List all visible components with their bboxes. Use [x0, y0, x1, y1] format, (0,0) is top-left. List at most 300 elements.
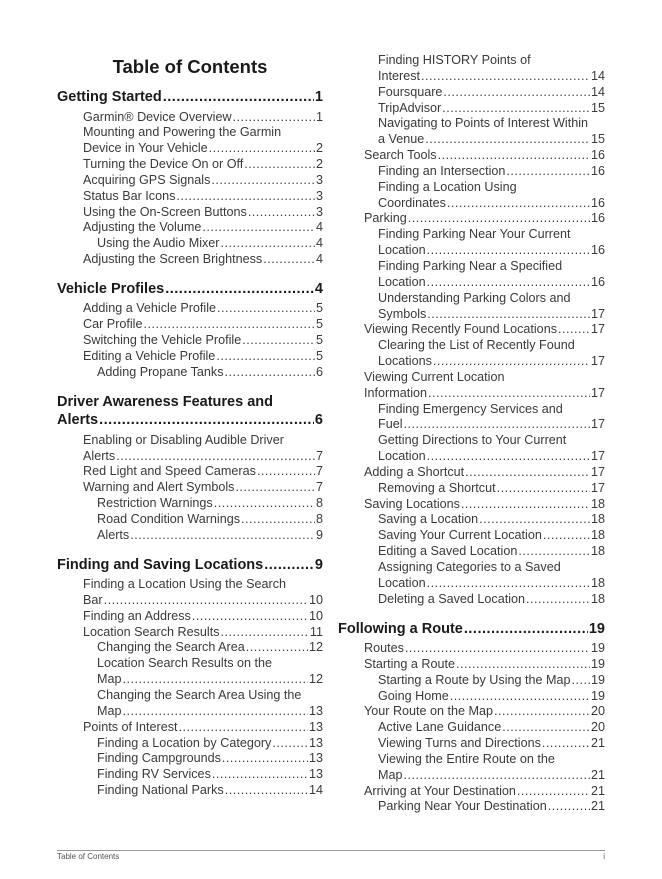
section-heading-row — [57, 88, 323, 107]
toc-entry[interactable] — [57, 252, 323, 268]
toc-entry-row — [364, 784, 605, 800]
leader-dots — [405, 641, 590, 657]
toc-entry-text: Acquiring GPS Signals — [83, 172, 211, 187]
toc-entry-row — [97, 672, 323, 688]
toc-entry[interactable] — [57, 189, 323, 205]
toc-entry[interactable] — [57, 110, 323, 126]
toc-entry-row — [83, 349, 323, 365]
leader-dots — [116, 449, 315, 465]
toc-entry-text: Parking Near Your Destination — [378, 799, 547, 814]
leader-dots — [427, 307, 590, 323]
leader-dots — [257, 464, 315, 480]
toc-entry[interactable] — [338, 481, 605, 497]
toc-entry[interactable] — [57, 464, 323, 480]
toc-entry[interactable] — [57, 317, 323, 333]
toc-page-number: 12 — [308, 672, 323, 687]
toc-entry[interactable] — [338, 291, 605, 323]
section-heading-text: Alerts — [57, 412, 99, 429]
toc-entry-text: Saving Locations — [364, 496, 460, 511]
leader-dots — [442, 101, 590, 117]
toc-page-number: 4 — [315, 236, 323, 251]
toc-entry-text: Restriction Warnings — [97, 496, 213, 511]
toc-entry[interactable] — [338, 592, 605, 608]
page-title: Table of Contents — [112, 56, 268, 77]
toc-entry[interactable] — [338, 211, 605, 227]
leader-dots — [427, 243, 590, 259]
toc-entry-row — [83, 593, 323, 609]
toc-entry[interactable] — [338, 720, 605, 736]
toc-entry[interactable] — [57, 688, 323, 720]
toc-entry-text: Fuel — [378, 417, 403, 432]
leader-dots — [264, 556, 314, 575]
toc-page-number: 19 — [590, 656, 605, 671]
toc-page-number: 8 — [315, 511, 323, 526]
toc-entry[interactable] — [57, 349, 323, 365]
toc-entry[interactable] — [338, 164, 605, 180]
toc-page-number: 17 — [590, 449, 605, 464]
toc-entry-text: Location — [378, 575, 426, 590]
toc-entry[interactable] — [338, 465, 605, 481]
toc-entry-text: Warning and Alert Symbols — [83, 480, 235, 495]
toc-entry[interactable] — [338, 736, 605, 752]
toc-entry-row — [378, 354, 605, 370]
toc-entry-row — [378, 673, 605, 689]
toc-page-number: 16 — [590, 274, 605, 289]
toc-entry[interactable] — [57, 577, 323, 609]
toc-entry-line: Enabling or Disabling Audible Driver — [83, 432, 284, 447]
leader-dots — [558, 322, 590, 338]
toc-entry[interactable] — [57, 205, 323, 221]
section-page-number: 6 — [314, 412, 323, 429]
toc-entry-text: Viewing Recently Found Locations — [364, 322, 557, 337]
leader-dots — [421, 69, 590, 85]
toc-entry-line: Assigning Categories to a Saved — [378, 560, 561, 574]
toc-entry-text: Foursquare — [378, 84, 443, 99]
toc-page-number: 10 — [308, 608, 323, 623]
toc-entry-row — [378, 799, 605, 815]
leader-dots — [438, 148, 590, 164]
toc-entry-text: Using the On-Screen Buttons — [83, 204, 247, 219]
toc-entry[interactable] — [338, 180, 605, 212]
toc-entry-text: Map — [97, 703, 122, 718]
toc-section-heading[interactable] — [57, 556, 323, 575]
toc-entry-row — [97, 767, 323, 783]
leader-dots — [214, 496, 315, 512]
toc-entry-line: Finding Emergency Services and — [378, 401, 563, 416]
leader-dots — [242, 333, 315, 349]
toc-entry[interactable] — [338, 402, 605, 434]
toc-entry-row — [364, 148, 605, 164]
toc-entry-row — [83, 110, 323, 126]
toc-entry-text: Saving a Location — [378, 512, 479, 527]
leader-dots — [179, 720, 308, 736]
toc-entry-row — [83, 333, 323, 349]
toc-section-heading[interactable] — [57, 88, 323, 107]
toc-entry-row — [97, 640, 323, 656]
toc-page-number: 16 — [590, 195, 605, 210]
toc-entry-row — [378, 449, 605, 465]
toc-page-number: 18 — [590, 575, 605, 590]
toc-entry[interactable] — [338, 689, 605, 705]
toc-entry[interactable] — [338, 53, 605, 85]
toc-entry-row — [378, 720, 605, 736]
toc-entry[interactable] — [338, 512, 605, 528]
toc-entry-text: Map — [378, 767, 403, 782]
toc-page-number: 17 — [590, 480, 605, 495]
toc-page-number: 7 — [315, 480, 323, 495]
leader-dots — [543, 528, 590, 544]
leader-dots — [192, 609, 308, 625]
toc-section-heading[interactable] — [57, 280, 323, 299]
leader-dots — [479, 512, 590, 528]
toc-entry[interactable] — [57, 736, 323, 752]
toc-entry[interactable] — [338, 116, 605, 148]
toc-entry[interactable] — [57, 433, 323, 465]
toc-entry[interactable] — [338, 322, 605, 338]
leader-dots — [123, 672, 308, 688]
toc-entry-row — [97, 736, 323, 752]
section-heading-text: Getting Started — [57, 89, 162, 105]
toc-entry-text: Finding an Address — [83, 608, 191, 623]
toc-entry[interactable] — [338, 101, 605, 117]
toc-entry-row — [83, 480, 323, 496]
toc-entry-text: Finding an Intersection — [378, 163, 506, 178]
toc-page-number: 20 — [590, 720, 605, 735]
toc-entry[interactable] — [57, 609, 323, 625]
toc-entry-row — [378, 307, 605, 323]
toc-page-number: 19 — [590, 672, 605, 687]
toc-page-number: 7 — [315, 464, 323, 479]
toc-entry-line: Viewing Current Location — [364, 369, 505, 384]
leader-dots — [144, 317, 315, 333]
leader-dots — [246, 640, 308, 656]
leader-dots — [456, 657, 590, 673]
toc-page-number: 5 — [315, 333, 323, 348]
toc-entry[interactable] — [57, 236, 323, 252]
toc-entry-text: Active Lane Guidance — [378, 720, 502, 735]
toc-section-heading[interactable] — [338, 620, 605, 639]
toc-entry-text: Turning the Device On or Off — [83, 157, 244, 172]
toc-page-number: 16 — [590, 148, 605, 163]
leader-dots — [443, 85, 590, 101]
leader-dots — [404, 768, 590, 784]
toc-entry-row — [378, 512, 605, 528]
leader-dots — [542, 736, 590, 752]
section-heading-row — [57, 556, 323, 575]
toc-entry-text: Map — [97, 672, 122, 687]
toc-page-number: 21 — [590, 736, 605, 751]
toc-page-number: 18 — [590, 544, 605, 559]
toc-page-number: 20 — [590, 704, 605, 719]
toc-entry-text: Editing a Vehicle Profile — [83, 348, 216, 363]
toc-entry[interactable] — [57, 496, 323, 512]
toc-entry[interactable] — [57, 720, 323, 736]
leader-dots — [494, 704, 590, 720]
toc-entry[interactable] — [57, 333, 323, 349]
toc-left-sections — [57, 88, 323, 799]
toc-entry[interactable] — [338, 528, 605, 544]
toc-entry-text: Editing a Saved Location — [378, 544, 518, 559]
toc-page-number: 9 — [315, 527, 323, 542]
toc-entry[interactable] — [338, 657, 605, 673]
toc-page-number: 5 — [315, 317, 323, 332]
toc-entry-row — [83, 205, 323, 221]
leader-dots — [221, 625, 309, 641]
toc-page-number: 19 — [590, 641, 605, 656]
footer-page-number: i — [603, 852, 605, 861]
section-page-number: 4 — [314, 280, 323, 297]
section-heading-line: Driver Awareness Features and — [57, 393, 273, 410]
toc-entry-line: Finding HISTORY Points of — [378, 53, 531, 67]
toc-entry-row — [83, 317, 323, 333]
leader-dots — [202, 220, 315, 236]
toc-page-number: 2 — [315, 141, 323, 156]
toc-entry-text: Adjusting the Volume — [83, 220, 202, 235]
leader-dots — [211, 173, 315, 189]
toc-entry-row — [364, 641, 605, 657]
leader-dots — [572, 673, 590, 689]
toc-entry-row — [378, 132, 605, 148]
toc-entry[interactable] — [57, 656, 323, 688]
leader-dots — [425, 132, 590, 148]
toc-entry-text: Location — [378, 274, 426, 289]
toc-entry[interactable] — [338, 673, 605, 689]
toc-entry-text: a Venue — [378, 132, 425, 147]
toc-page-number: 21 — [590, 783, 605, 798]
toc-entry[interactable] — [338, 85, 605, 101]
section-heading-text: Finding and Saving Locations — [57, 556, 264, 573]
leader-dots — [502, 720, 590, 736]
toc-entry[interactable] — [338, 370, 605, 402]
toc-entry-text: Changing the Search Area — [97, 640, 245, 655]
leader-dots — [517, 784, 590, 800]
toc-entry-text: Status Bar Icons — [83, 188, 176, 203]
toc-entry-text: Adding Propane Tanks — [97, 364, 224, 379]
section-heading-row — [57, 280, 323, 299]
toc-entry[interactable] — [338, 544, 605, 560]
toc-page-number: 16 — [590, 211, 605, 226]
toc-entry[interactable] — [338, 799, 605, 815]
section-page-number: 19 — [588, 620, 605, 637]
toc-entry-line: Clearing the List of Recently Found — [378, 338, 575, 353]
toc-page-number: 18 — [590, 512, 605, 527]
leader-dots — [176, 189, 315, 205]
toc-entry-line: Changing the Search Area Using the — [97, 687, 302, 702]
leader-dots — [427, 576, 590, 592]
toc-entry-line: Viewing the Entire Route on the — [378, 751, 555, 766]
toc-entry-row — [83, 464, 323, 480]
toc-right-sections — [338, 620, 605, 816]
toc-entry[interactable] — [57, 528, 323, 544]
toc-page-number: 19 — [590, 688, 605, 703]
toc-entry-text: Adding a Vehicle Profile — [83, 301, 217, 316]
toc-entry-row — [378, 69, 605, 85]
toc-entry-text: Points of Interest — [83, 719, 178, 734]
toc-entry-text: Using the Audio Mixer — [97, 236, 220, 251]
toc-entry-row — [97, 783, 323, 799]
toc-entry[interactable] — [338, 704, 605, 720]
toc-entry[interactable] — [57, 783, 323, 799]
toc-entry-text: Removing a Shortcut — [378, 480, 496, 495]
leader-dots — [408, 211, 590, 227]
toc-page-number: 16 — [590, 243, 605, 258]
toc-entry-text: Location — [378, 449, 426, 464]
toc-entry-text: TripAdvisor — [378, 100, 442, 115]
leader-dots — [123, 704, 308, 720]
toc-entry[interactable] — [57, 512, 323, 528]
toc-section — [57, 88, 323, 268]
toc-entry-row — [378, 689, 605, 705]
toc-entry-row — [364, 386, 605, 402]
toc-entry-row — [364, 211, 605, 227]
toc-page-number: 13 — [308, 703, 323, 718]
toc-page-number: 17 — [590, 464, 605, 479]
toc-entry-row — [378, 164, 605, 180]
toc-entry[interactable] — [338, 752, 605, 784]
toc-entry-row — [83, 157, 323, 173]
toc-section-heading[interactable] — [57, 393, 323, 430]
toc-entry-text: Interest — [378, 68, 420, 83]
toc-page-number: 6 — [315, 364, 323, 379]
leader-dots — [130, 528, 315, 544]
toc-entry-line: Finding Parking Near a Specified — [378, 258, 563, 273]
toc-entry[interactable] — [338, 497, 605, 513]
leader-dots — [165, 280, 314, 299]
leader-dots — [464, 620, 588, 639]
toc-entry[interactable] — [57, 157, 323, 173]
leader-dots — [244, 157, 315, 173]
footer-divider — [57, 850, 605, 851]
toc-page-number: 21 — [590, 799, 605, 814]
toc-page-number: 5 — [315, 348, 323, 363]
toc-entry-text: Coordinates — [378, 195, 446, 210]
toc-entry-row — [83, 449, 323, 465]
toc-entry-row — [97, 528, 323, 544]
toc-page-number: 18 — [590, 528, 605, 543]
toc-entry-text: Locations — [378, 354, 432, 369]
toc-entry-row — [364, 704, 605, 720]
toc-entry[interactable] — [57, 125, 323, 157]
toc-entry[interactable] — [57, 301, 323, 317]
toc-entry[interactable] — [57, 365, 323, 381]
toc-entry-row — [83, 141, 323, 157]
toc-entry[interactable] — [338, 433, 605, 465]
toc-page-number: 17 — [590, 306, 605, 321]
toc-entry-text: Location — [378, 243, 426, 258]
toc-page-number: 17 — [590, 417, 605, 432]
toc-section — [57, 280, 323, 381]
toc-entry-text: Search Tools — [364, 148, 437, 163]
section-heading-row — [338, 620, 605, 639]
toc-entry[interactable] — [57, 751, 323, 767]
leader-dots — [263, 252, 315, 268]
toc-entry-row — [97, 704, 323, 720]
toc-entry-text: Adding a Shortcut — [364, 464, 465, 479]
toc-entry-row — [364, 497, 605, 513]
toc-page-number: 7 — [315, 448, 323, 463]
toc-entry[interactable] — [338, 148, 605, 164]
toc-entry-text: Alerts — [97, 527, 130, 542]
toc-entry-text: Finding National Parks — [97, 783, 224, 798]
toc-entry-row — [378, 85, 605, 101]
toc-entry-row — [97, 236, 323, 252]
toc-page-number: 3 — [315, 188, 323, 203]
toc-entry-row — [378, 592, 605, 608]
toc-entry[interactable] — [57, 480, 323, 496]
toc-entry[interactable] — [57, 173, 323, 189]
toc-entry[interactable] — [57, 625, 323, 641]
toc-page-number: 15 — [590, 132, 605, 147]
toc-entry-text: Device in Your Vehicle — [83, 141, 208, 156]
leader-dots — [104, 593, 308, 609]
leader-dots — [428, 386, 590, 402]
toc-entry-text: Finding RV Services — [97, 767, 211, 782]
toc-section — [57, 556, 323, 799]
toc-entry[interactable] — [338, 259, 605, 291]
toc-page-number: 14 — [590, 68, 605, 83]
toc-page-number: 11 — [309, 624, 323, 639]
leader-dots — [225, 783, 308, 799]
toc-page-number: 4 — [315, 252, 323, 267]
leader-dots — [427, 449, 590, 465]
toc-entry[interactable] — [338, 560, 605, 592]
leader-dots — [526, 592, 590, 608]
leader-dots — [427, 275, 590, 291]
toc-right-continued-entries — [338, 53, 605, 608]
toc-entry-row — [378, 275, 605, 291]
toc-page-number: 21 — [590, 767, 605, 782]
leader-dots — [461, 497, 590, 513]
toc-page-number: 4 — [315, 220, 323, 235]
toc-entry[interactable] — [57, 220, 323, 236]
toc-entry-row — [364, 322, 605, 338]
toc-entry[interactable] — [338, 784, 605, 800]
toc-entry-text: Road Condition Warnings — [97, 511, 241, 526]
leader-dots — [506, 164, 590, 180]
toc-entry-row — [378, 736, 605, 752]
toc-section — [57, 393, 323, 544]
toc-entry-text: Saving Your Current Location — [378, 528, 542, 543]
leader-dots — [235, 480, 315, 496]
toc-entry-text: Car Profile — [83, 317, 143, 332]
toc-entry-row — [378, 101, 605, 117]
section-page-number: 1 — [314, 89, 323, 105]
toc-right-column — [338, 53, 605, 827]
toc-entry-row — [83, 625, 323, 641]
leader-dots — [272, 736, 308, 752]
leader-dots — [450, 689, 590, 705]
toc-page-number: 17 — [590, 385, 605, 400]
toc-page-number: 3 — [315, 204, 323, 219]
toc-entry[interactable] — [57, 640, 323, 656]
toc-entry-row — [378, 528, 605, 544]
toc-entry-row — [97, 751, 323, 767]
leader-dots — [447, 196, 590, 212]
toc-entry[interactable] — [338, 338, 605, 370]
toc-page-number: 17 — [590, 354, 605, 369]
toc-entry-text: Finding Campgrounds — [97, 751, 221, 766]
toc-entry-row — [378, 243, 605, 259]
leader-dots — [548, 799, 590, 815]
leader-dots — [433, 354, 590, 370]
toc-entry[interactable] — [57, 767, 323, 783]
leader-dots — [404, 417, 590, 433]
toc-entry[interactable] — [338, 641, 605, 657]
toc-page-number: 1 — [315, 109, 323, 124]
leader-dots — [248, 205, 315, 221]
toc-entry[interactable] — [338, 227, 605, 259]
toc-page-number: 3 — [315, 172, 323, 187]
